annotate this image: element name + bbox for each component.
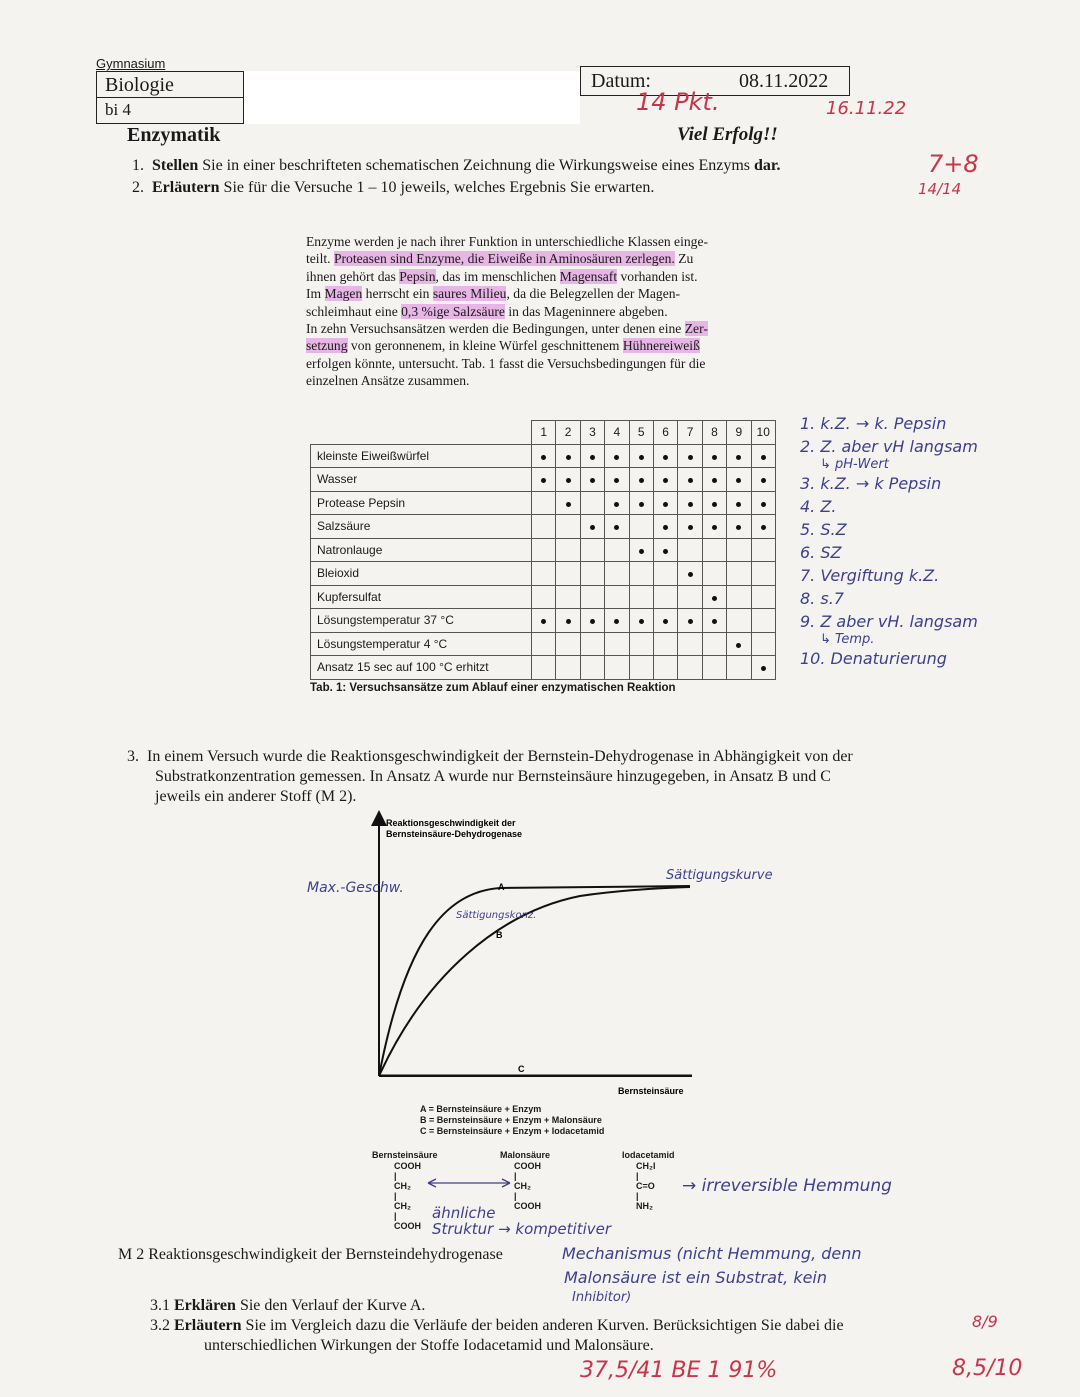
formula-line: CH₂I	[636, 1161, 656, 1171]
table-cell	[605, 538, 629, 562]
table-cell	[580, 562, 604, 586]
table-cell	[532, 468, 556, 492]
inhibitor-note: Inhibitor)	[572, 1290, 632, 1305]
table-cell	[629, 491, 653, 515]
column-header: 8	[702, 421, 726, 445]
column-header: 5	[629, 421, 653, 445]
table-cell	[580, 656, 604, 680]
table-cell	[629, 515, 653, 539]
table-cell	[556, 444, 580, 468]
table-cell	[556, 491, 580, 515]
table-cell	[751, 562, 775, 586]
table-cell	[605, 609, 629, 633]
table-cell	[532, 562, 556, 586]
formula-line: |	[514, 1191, 517, 1201]
table-cell	[702, 538, 726, 562]
dot-icon	[736, 478, 741, 483]
side-score: 8/9	[972, 1312, 998, 1331]
table-cell	[751, 609, 775, 633]
dot-icon	[688, 619, 693, 624]
answer-line: 7. Vergiftung k.Z.	[800, 566, 940, 585]
column-header: 10	[751, 421, 775, 445]
table-cell	[678, 491, 702, 515]
table-cell	[653, 444, 677, 468]
table-cell	[653, 632, 677, 656]
redacted-name	[244, 71, 580, 124]
column-header: 7	[678, 421, 702, 445]
dot-icon	[688, 502, 693, 507]
dot-icon	[736, 502, 741, 507]
school-label: Gymnasium	[96, 56, 166, 71]
task-3-2: 3.2 Erläutern Sie im Vergleich dazu die Verläufe der beiden anderen Kurven. Berücksichtigen Sie dabei die unterschiedlichen Wirkungen der Stoffe Iodacetamid und Malonsäure.	[150, 1317, 844, 1354]
dot-icon	[712, 478, 717, 483]
iodoacetamide-formula	[636, 1161, 656, 1211]
table-cell	[702, 444, 726, 468]
saturation-conc-note: Sättigungskonz.	[456, 910, 537, 921]
dot-icon	[663, 478, 668, 483]
table-cell	[556, 656, 580, 680]
x-label: Bernsteinsäure	[618, 1086, 684, 1096]
formula-line: COOH	[514, 1201, 541, 1211]
handwritten-date: 16.11.22	[826, 98, 907, 119]
dot-icon	[614, 619, 619, 624]
double-arrow-icon	[424, 1176, 514, 1190]
table-cell	[751, 585, 775, 609]
table-cell	[532, 609, 556, 633]
formula-line: |	[636, 1191, 639, 1201]
dot-icon	[614, 478, 619, 483]
column-header: 4	[605, 421, 629, 445]
dot-icon	[663, 502, 668, 507]
table-cell	[580, 444, 604, 468]
iodoacetamide-name: Iodacetamid	[622, 1150, 675, 1160]
table-row	[311, 538, 776, 562]
table-cell	[702, 609, 726, 633]
dot-icon	[761, 666, 766, 671]
formula-line: CH₂	[394, 1181, 411, 1191]
dot-icon	[614, 525, 619, 530]
good-luck: Viel Erfolg!!	[677, 124, 778, 145]
structure-note: Struktur → kompetitiver	[432, 1220, 612, 1238]
column-header: 6	[653, 421, 677, 445]
table-cell	[580, 632, 604, 656]
table-cell	[653, 538, 677, 562]
table-cell	[605, 562, 629, 586]
dot-icon	[688, 478, 693, 483]
answer-line: 10. Denaturierung	[800, 649, 947, 668]
table-row	[311, 632, 776, 656]
table-cell	[702, 515, 726, 539]
task-3-1: 3.1 Erklären Sie den Verlauf der Kurve A.	[150, 1297, 426, 1314]
row-label: Salzsäure	[311, 515, 532, 539]
dot-icon	[688, 572, 693, 577]
y-label-2: Bernsteinsäure-Dehydrogenase	[386, 829, 523, 839]
table-cell	[702, 585, 726, 609]
table-row	[311, 562, 776, 586]
table-cell	[702, 491, 726, 515]
handwritten-answers	[800, 412, 978, 670]
table-cell	[556, 515, 580, 539]
row-label: Natronlauge	[311, 538, 532, 562]
task-3: 3. In einem Versuch wurde die Reaktionsgeschwindigkeit der Bernstein-Dehydrogenase in Abhängigkeit von der Substratkonzentration gemessen. In Ansatz A wurde nur Bernsteinsäure hinzugegeben, in Ansatz B und C jeweils ein anderer Stoff (M 2).	[127, 748, 853, 805]
table-cell	[532, 632, 556, 656]
table-cell	[653, 585, 677, 609]
answer-line: 4. Z.	[800, 497, 837, 516]
answer-line: 3. k.Z. → k Pepsin	[800, 474, 942, 493]
table-cell	[653, 515, 677, 539]
table-cell	[751, 515, 775, 539]
answer-line: 1. k.Z. → k. Pepsin	[800, 414, 947, 433]
table-cell	[653, 609, 677, 633]
table-cell	[629, 632, 653, 656]
table-caption: Tab. 1: Versuchsansätze zum Ablauf einer enzymatischen Reaktion	[310, 682, 676, 694]
formula-line: CH₂	[394, 1201, 411, 1211]
dot-icon	[541, 478, 546, 483]
dot-icon	[566, 478, 571, 483]
task-2: 2. Erläutern Sie für die Versuche 1 – 10 jeweils, welches Ergebnis Sie erwarten.	[132, 179, 655, 196]
answer-line: 8. s.7	[800, 589, 844, 608]
column-header: 9	[727, 421, 751, 445]
table-cell	[532, 491, 556, 515]
table-cell	[653, 656, 677, 680]
dot-icon	[639, 549, 644, 554]
row-label: Ansatz 15 sec auf 100 °C erhitzt	[311, 656, 532, 680]
answer-line: 2. Z. aber vH langsam	[800, 437, 978, 456]
dot-icon	[688, 455, 693, 460]
conditions-table	[310, 420, 776, 680]
formula-line: |	[394, 1191, 397, 1201]
formula-line: CH₂	[514, 1181, 531, 1191]
handwritten-points: 14 Pkt.	[636, 88, 720, 116]
table-cell	[605, 515, 629, 539]
table-cell	[556, 585, 580, 609]
table-cell	[751, 468, 775, 492]
dot-icon	[639, 619, 644, 624]
table-row	[311, 585, 776, 609]
table-cell	[702, 562, 726, 586]
answer-line: ↳ pH-Wert	[820, 457, 889, 472]
dot-icon	[736, 455, 741, 460]
table-cell	[605, 585, 629, 609]
formula-line: |	[636, 1171, 639, 1181]
dot-icon	[541, 619, 546, 624]
table-cell	[629, 468, 653, 492]
final-score: 37,5/41 BE 1 91%	[580, 1358, 778, 1383]
table-cell	[678, 632, 702, 656]
table-cell	[580, 515, 604, 539]
table-row	[311, 468, 776, 492]
table-cell	[605, 468, 629, 492]
max-speed-note: Max.-Geschw.	[307, 880, 404, 896]
dot-icon	[663, 455, 668, 460]
table-cell	[702, 468, 726, 492]
irreversible-note: → irreversible Hemmung	[682, 1176, 892, 1196]
dot-icon	[712, 619, 717, 624]
row-label: Bleioxid	[311, 562, 532, 586]
table-cell	[727, 444, 751, 468]
dot-icon	[639, 502, 644, 507]
final-grade: 8,5/10	[952, 1356, 1023, 1381]
dot-icon	[639, 455, 644, 460]
topic: Enzymatik	[127, 124, 221, 146]
similar-note: ähnliche	[432, 1204, 496, 1222]
succinic-acid-name: Bernsteinsäure	[372, 1150, 438, 1160]
table-cell	[629, 562, 653, 586]
dot-icon	[590, 525, 595, 530]
formula-line: COOH	[394, 1161, 421, 1171]
answer-line: 9. Z aber vH. langsam	[800, 612, 978, 631]
table-cell	[556, 609, 580, 633]
dot-icon	[761, 478, 766, 483]
table-cell	[727, 656, 751, 680]
formula-line: |	[514, 1171, 517, 1181]
table-cell	[629, 538, 653, 562]
subject-box	[96, 71, 244, 124]
dot-icon	[712, 525, 717, 530]
table-cell	[532, 585, 556, 609]
table-cell	[580, 609, 604, 633]
malonic-note: Malonsäure ist ein Substrat, kein	[564, 1268, 828, 1287]
dot-icon	[761, 502, 766, 507]
table-cell	[532, 515, 556, 539]
table-cell	[532, 656, 556, 680]
formula-line: NH₂	[636, 1201, 653, 1211]
y-label-1: Reaktionsgeschwindigkeit der	[386, 818, 516, 828]
table-row	[311, 609, 776, 633]
dot-icon	[663, 525, 668, 530]
table-cell	[580, 468, 604, 492]
dot-icon	[736, 525, 741, 530]
formula-line: C=O	[636, 1181, 655, 1191]
curve-b-label: B	[496, 930, 503, 940]
curve-a-label: A	[498, 882, 505, 892]
table-cell	[605, 656, 629, 680]
table-cell	[727, 491, 751, 515]
table-cell	[532, 538, 556, 562]
row-label: Wasser	[311, 468, 532, 492]
row-label: Protease Pepsin	[311, 491, 532, 515]
dot-icon	[566, 455, 571, 460]
formula-line: |	[394, 1211, 397, 1221]
dot-icon	[541, 455, 546, 460]
malonic-acid-name: Malonsäure	[500, 1150, 551, 1160]
succinic-acid-formula	[394, 1161, 421, 1231]
date-label: Datum:	[591, 70, 651, 92]
table-cell	[727, 609, 751, 633]
table-cell	[678, 444, 702, 468]
row-label: kleinste Eiweißwürfel	[311, 444, 532, 468]
answer-line: ↳ Temp.	[820, 632, 875, 647]
dot-icon	[761, 525, 766, 530]
table-cell	[727, 538, 751, 562]
table-cell	[678, 515, 702, 539]
dot-icon	[712, 502, 717, 507]
row-label: Kupfersulfat	[311, 585, 532, 609]
dot-icon	[712, 596, 717, 601]
table-cell	[605, 444, 629, 468]
table-cell	[751, 444, 775, 468]
table-cell	[629, 585, 653, 609]
table-cell	[556, 468, 580, 492]
curve-c-label: C	[518, 1064, 525, 1074]
intro-passage: Enzyme werden je nach ihrer Funktion in unterschiedliche Klassen einge- teilt. Proteasen sind Enzyme, die Eiweiße in Aminosäuren zerlegen. Zu ihnen gehört das Pepsin, das im menschlichen Magensaft vorhanden ist. Im Magen herrscht ein saures Milieu, da die Belegzellen der Magen- schleimhaut eine 0,3 %ige Salzsäure in das Mageninnere abgeben. In zehn Versuchsansätzen werden die Bedingungen, unter denen eine Zer- setzung von geronnenem, in kleine Würfel geschnittenem Hühnereiweiß erfolgen könnte, untersucht. Tab. 1 fasst die Versuchsbedingungen für die einzelnen Ansätze zusammen.	[306, 234, 709, 389]
table-cell	[751, 632, 775, 656]
answer-line: 5. S.Z	[800, 520, 847, 539]
dot-icon	[590, 455, 595, 460]
table-row	[311, 491, 776, 515]
table-cell	[629, 609, 653, 633]
table-row	[311, 515, 776, 539]
dot-icon	[614, 502, 619, 507]
mechanism-note: Mechanismus (nicht Hemmung, denn	[562, 1244, 862, 1263]
table-cell	[678, 538, 702, 562]
table-cell	[727, 515, 751, 539]
dot-icon	[566, 502, 571, 507]
formula-line: |	[394, 1171, 397, 1181]
malonic-acid-formula	[514, 1161, 541, 1211]
table-cell	[653, 468, 677, 492]
table-row	[311, 444, 776, 468]
table-cell	[580, 585, 604, 609]
dot-icon	[736, 643, 741, 648]
row-label: Lösungstemperatur 37 °C	[311, 609, 532, 633]
course: bi 4	[105, 100, 131, 119]
table-cell	[556, 632, 580, 656]
table-cell	[629, 656, 653, 680]
table-cell	[653, 491, 677, 515]
dot-icon	[614, 455, 619, 460]
table-cell	[580, 491, 604, 515]
table-cell	[556, 562, 580, 586]
figure-caption: M 2 Reaktionsgeschwindigkeit der Bernsteindehydrogenase	[118, 1246, 503, 1263]
graph-legend: A = Bernsteinsäure + Enzym B = Bernsteinsäure + Enzym + Malonsäure C = Bernsteinsäure + Enzym + Iodacetamid	[420, 1104, 605, 1136]
dot-icon	[712, 455, 717, 460]
column-header: 2	[556, 421, 580, 445]
dot-icon	[639, 478, 644, 483]
row-label: Lösungstemperatur 4 °C	[311, 632, 532, 656]
table-cell	[751, 538, 775, 562]
table-cell	[678, 585, 702, 609]
table-cell	[605, 491, 629, 515]
table-cell	[556, 538, 580, 562]
table-cell	[727, 632, 751, 656]
score-corner-1: 7+8	[928, 150, 979, 178]
reaction-rate-graph	[300, 810, 720, 1100]
table-cell	[702, 656, 726, 680]
dot-icon	[663, 619, 668, 624]
score-corner-2: 14/14	[918, 180, 962, 198]
dot-icon	[590, 478, 595, 483]
subject: Biologie	[105, 74, 174, 96]
table-cell	[678, 562, 702, 586]
dot-icon	[590, 619, 595, 624]
dot-icon	[761, 455, 766, 460]
table-cell	[678, 656, 702, 680]
table-cell	[678, 609, 702, 633]
table-cell	[605, 632, 629, 656]
table-cell	[653, 562, 677, 586]
formula-line: COOH	[394, 1221, 421, 1231]
table-cell	[532, 444, 556, 468]
table-cell	[629, 444, 653, 468]
column-header: 3	[580, 421, 604, 445]
answer-line: 6. SZ	[800, 543, 842, 562]
dot-icon	[663, 549, 668, 554]
table-cell	[727, 468, 751, 492]
saturation-curve-note: Sättigungskurve	[666, 868, 773, 883]
table-cell	[727, 562, 751, 586]
table-cell	[751, 656, 775, 680]
table-cell	[727, 585, 751, 609]
dot-icon	[688, 525, 693, 530]
column-header: 1	[532, 421, 556, 445]
dot-icon	[566, 619, 571, 624]
table-row	[311, 656, 776, 680]
table-cell	[751, 491, 775, 515]
table-cell	[702, 632, 726, 656]
task-1: 1. Stellen Sie in einer beschrifteten schematischen Zeichnung die Wirkungsweise eines Enzyms dar.	[132, 157, 781, 174]
date-value: 08.11.2022	[739, 70, 829, 92]
formula-line: COOH	[514, 1161, 541, 1171]
table-cell	[580, 538, 604, 562]
table-cell	[678, 468, 702, 492]
